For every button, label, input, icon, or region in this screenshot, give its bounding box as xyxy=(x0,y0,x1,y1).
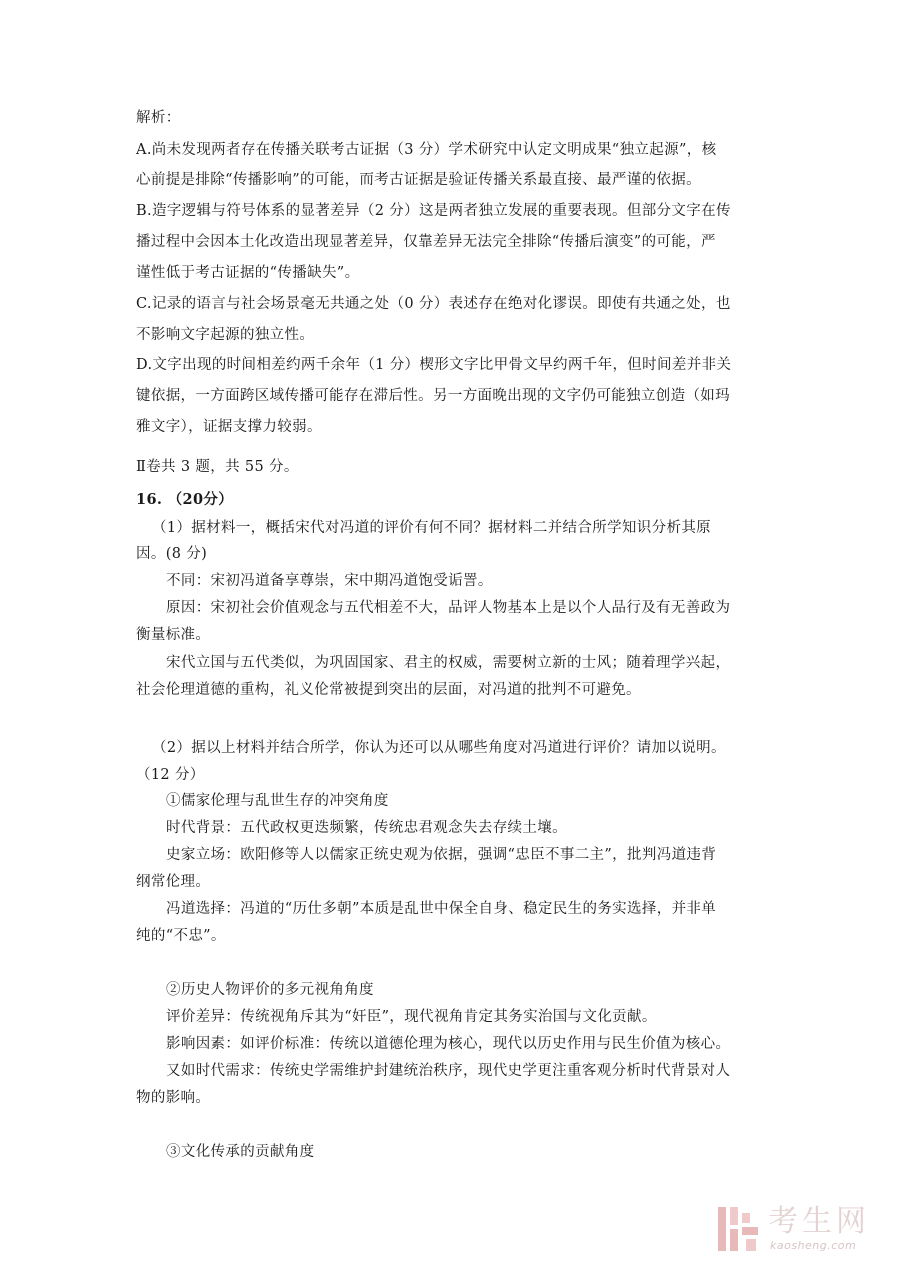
angle-1-heading: ①儒家伦理与乱世生存的冲突角度 xyxy=(166,793,389,809)
q16-part2-line-2: （12 分） xyxy=(136,767,205,783)
option-d-line-2: 键依据，一方面跨区域传播可能存在滞后性。另一方面晚出现的文字仍可能独立创造（如玛 xyxy=(136,388,730,404)
option-d-line-3: 雅文字），证据支撑力较弱。 xyxy=(136,419,322,435)
angle-1-choice-line-2: 纯的“不忠”。 xyxy=(136,928,226,944)
angle-2-need-line-2: 物的影响。 xyxy=(136,1090,211,1106)
option-c-line-1: C.记录的语言与社会场景毫无共通之处（0 分）表述存在绝对化谬误。即使有共通之处，也 xyxy=(136,296,731,312)
watermark-domain: kaosheng.com xyxy=(770,1239,857,1252)
section-2-intro: Ⅱ卷共 3 题，共 55 分。 xyxy=(136,459,299,475)
watermark-brand: 考生网 xyxy=(768,1204,870,1239)
angle-1-background: 时代背景：五代政权更迭频繁，传统忠君观念失去存续土壤。 xyxy=(166,820,567,836)
q16-part1-line-2: 因。(8 分) xyxy=(136,546,208,562)
option-a-line-2: 心前提是排除“传播影响”的可能，而考古证据是验证传播关系最直接、最严谨的依据。 xyxy=(136,172,701,188)
kaosheng-logo xyxy=(716,1203,886,1259)
kaosheng-logo-icon xyxy=(716,1203,760,1255)
q16-reason2-line-1: 宋代立国与五代类似，为巩固国家、君主的权威，需要树立新的士风；随着理学兴起， xyxy=(166,655,731,671)
option-b-line-3: 谨性低于考古证据的“传播缺失”。 xyxy=(136,265,360,281)
angle-1-historian-line-2: 纲常伦理。 xyxy=(136,874,211,890)
angle-3-heading: ③文化传承的贡献角度 xyxy=(166,1144,315,1160)
option-d-line-1: D.文字出现的时间相差约两千余年（1 分）楔形文字比甲骨文早约两千年，但时间差并非关 xyxy=(136,357,732,373)
angle-1-choice-line-1: 冯道选择：冯道的“历仕多朝”本质是乱世中保全自身、稳定民生的务实选择，并非单 xyxy=(166,901,717,917)
angle-2-difference: 评价差异：传统视角斥其为“奸臣”，现代视角肯定其务实治国与文化贡献。 xyxy=(166,1009,657,1025)
q16-part1-line-1: （1）据材料一，概括宋代对冯道的评价有何不同？据材料二并结合所学知识分析其原 xyxy=(152,520,712,536)
option-c-line-2: 不影响文字起源的独立性。 xyxy=(136,327,315,343)
angle-2-heading: ②历史人物评价的多元视角角度 xyxy=(166,982,374,998)
q16-part2-line-1: （2）据以上材料并结合所学，你认为还可以从哪些角度对冯道进行评价？请加以说明。 xyxy=(152,740,726,756)
angle-2-factor: 影响因素：如评价标准：传统以道德伦理为核心，现代以历史作用与民生价值为核心。 xyxy=(166,1036,731,1052)
q16-reason-line-1: 原因：宋初社会价值观念与五代相差不大，品评人物基本上是以个人品行及有无善政为 xyxy=(166,600,731,616)
q16-reason2-line-2: 社会伦理道德的重构，礼义伦常被提到突出的层面，对冯道的批判不可避免。 xyxy=(136,682,641,698)
question-16-title: 16. （20分） xyxy=(136,491,234,508)
q16-difference: 不同：宋初冯道备享尊崇，宋中期冯道饱受诟詈。 xyxy=(166,573,493,589)
option-b-line-1: B.造字逻辑与符号体系的显著差异（2 分）这是两者独立发展的重要表现。但部分文字在传 xyxy=(136,203,731,219)
option-b-line-2: 播过程中会因本土化改造出现显著差异，仅靠差异无法完全排除“传播后演变”的可能，严 xyxy=(136,234,716,250)
option-a-line-1: A.尚未发现两者存在传播关联考古证据（3 分）学术研究中认定文明成果“独立起源”，核 xyxy=(136,142,717,158)
analysis-heading: 解析： xyxy=(136,110,181,126)
angle-2-need-line-1: 又如时代需求：传统史学需维护封建统治秩序，现代史学更注重客观分析时代背景对人 xyxy=(166,1063,731,1079)
angle-1-historian-line-1: 史家立场：欧阳修等人以儒家正统史观为依据，强调“忠臣不事二主”，批判冯道违背 xyxy=(166,847,717,863)
q16-reason-line-2: 衡量标准。 xyxy=(136,627,211,643)
